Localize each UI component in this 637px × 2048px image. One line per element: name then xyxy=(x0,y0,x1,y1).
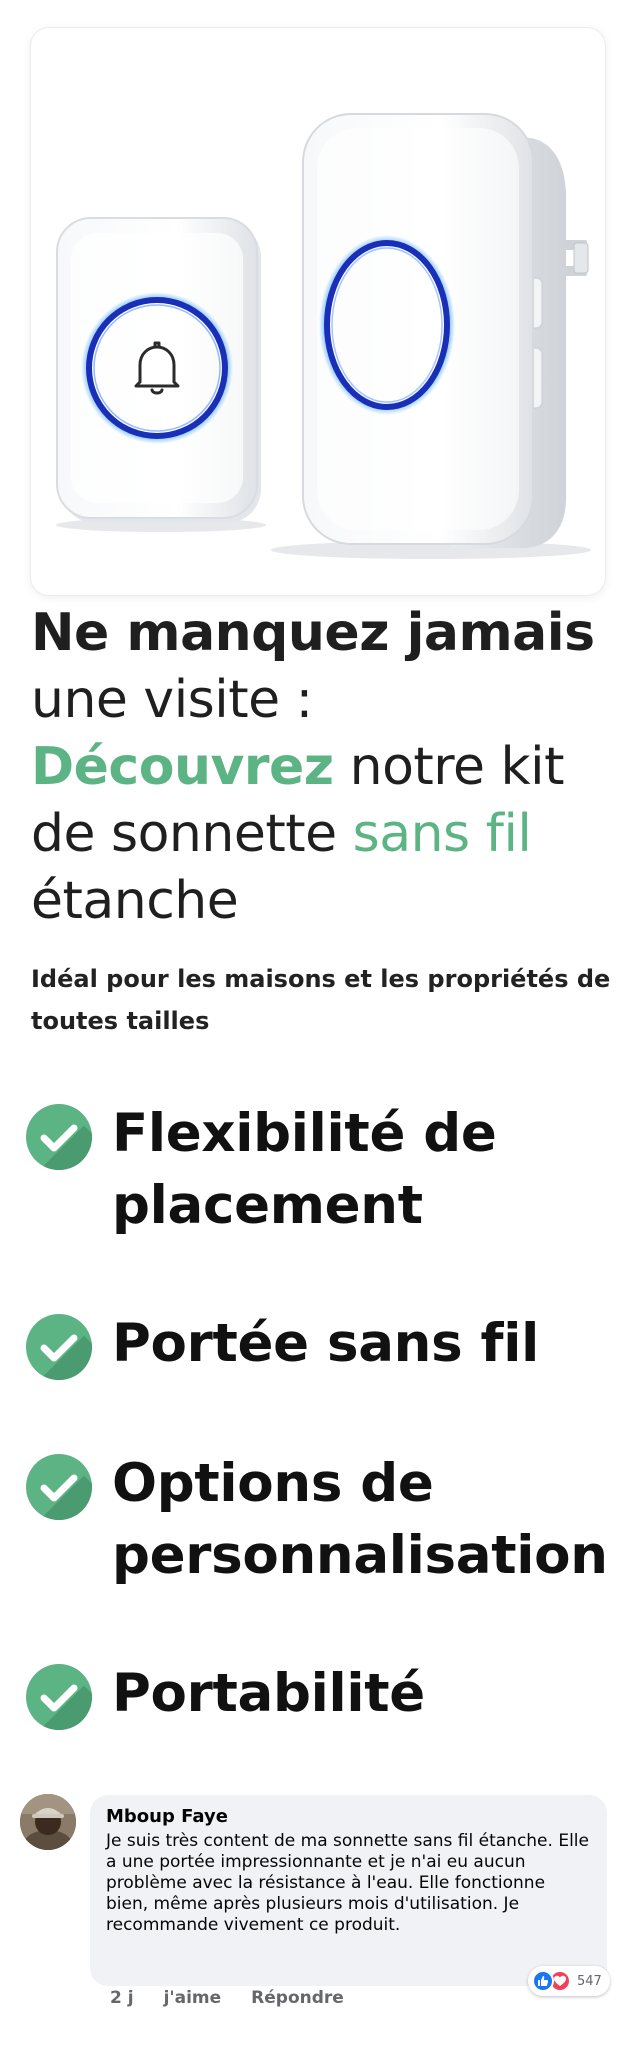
feature-item-placement xyxy=(26,1098,626,1242)
doorbell-receiver-unit xyxy=(271,114,591,559)
comment-author[interactable]: Mboup Faye xyxy=(106,1806,228,1827)
headline-highlight-wireless: sans fil xyxy=(352,804,532,864)
check-icon xyxy=(26,1314,92,1380)
doorbell-kit-illustration xyxy=(31,28,605,595)
like-reaction-icon xyxy=(532,1970,554,1992)
feature-label: Options de personnalisation xyxy=(112,1453,608,1586)
check-icon xyxy=(26,1454,92,1520)
check-icon xyxy=(26,1664,92,1730)
comment-actions xyxy=(110,1988,344,2008)
headline xyxy=(31,600,621,935)
check-icon xyxy=(26,1104,92,1170)
headline-line-1: Ne manquez jamais xyxy=(31,603,595,663)
doorbell-button-unit xyxy=(56,218,266,532)
reaction-count: 547 xyxy=(577,1973,602,1989)
headline-line-3-rest: notre kit xyxy=(333,737,564,797)
feature-item-portability xyxy=(26,1658,626,1730)
headline-highlight-discover: Découvrez xyxy=(31,737,334,797)
comment-bubble xyxy=(90,1795,607,1986)
reaction-summary[interactable] xyxy=(528,1966,610,1996)
headline-line-5: étanche xyxy=(31,871,239,931)
like-button[interactable]: j'aime xyxy=(163,1988,222,2008)
reply-button[interactable]: Répondre xyxy=(251,1988,344,2008)
comment-timestamp[interactable]: 2 j xyxy=(110,1988,134,2008)
feature-label: Portabilité xyxy=(112,1663,425,1724)
subtitle: Idéal pour les maisons et les propriétés de toutes tailles xyxy=(31,965,611,1035)
product-image-card xyxy=(31,28,605,595)
feature-item-customization xyxy=(26,1448,626,1592)
feature-item-range xyxy=(26,1308,626,1380)
feature-label: Portée sans fil xyxy=(112,1313,540,1374)
headline-line-4-start: de sonnette xyxy=(31,804,353,864)
comment-text: Je suis très content de ma sonnette sans fil étanche. Elle a une portée impressionnante et je n'ai eu aucun problème avec la résistance à l'eau. Elle fonctionne bien, même après plusieurs mois d'utilisation. Je recommande vivement ce produit. xyxy=(106,1831,589,1935)
feature-label: Flexibilité de placement xyxy=(112,1103,497,1236)
headline-line-2: une visite : xyxy=(31,670,313,730)
avatar[interactable] xyxy=(20,1794,76,1850)
